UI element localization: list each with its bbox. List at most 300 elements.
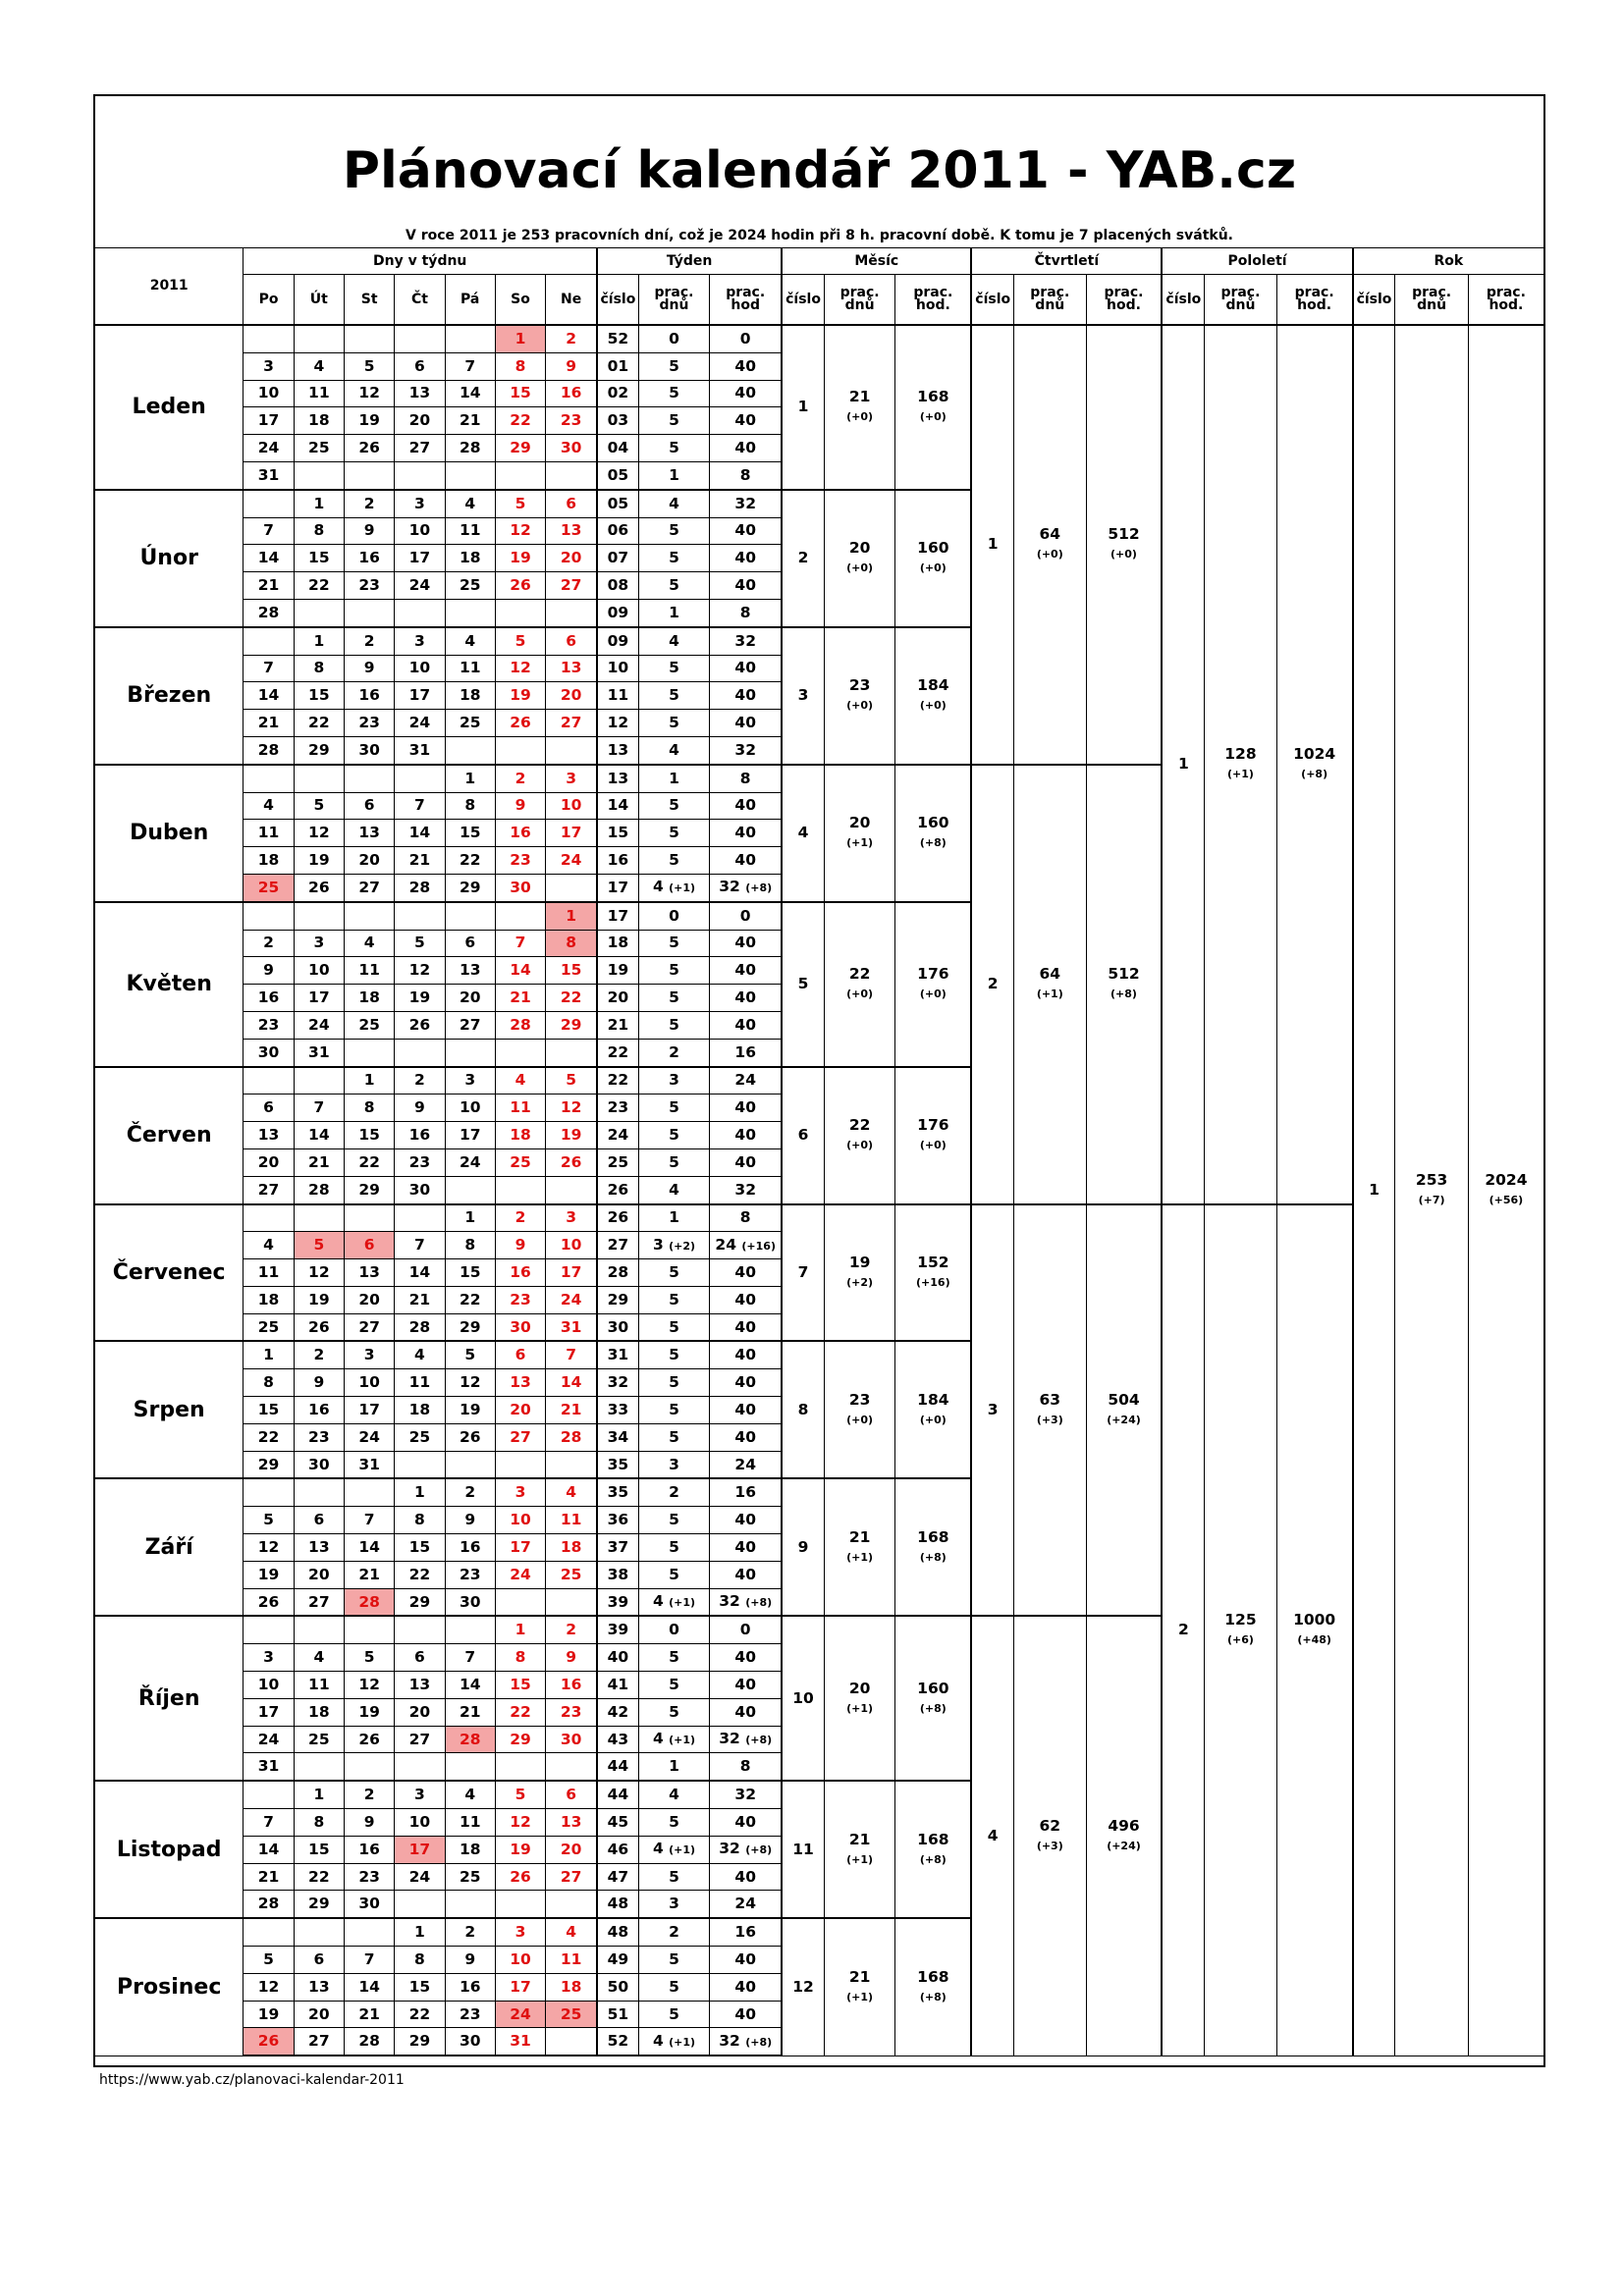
week-workdays bbox=[638, 1122, 709, 1149]
week-workdays bbox=[638, 765, 709, 792]
month-hours-value: 176 bbox=[917, 1116, 949, 1134]
month-workdays bbox=[824, 902, 894, 1067]
day-cell: 4 bbox=[495, 1067, 545, 1095]
day-cell: 16 bbox=[344, 682, 394, 710]
day-cell: 31 bbox=[244, 461, 294, 489]
day-cell: 12 bbox=[294, 820, 344, 847]
week-workdays bbox=[638, 1588, 709, 1616]
day-cell: 5 bbox=[395, 930, 445, 957]
day-cell: 11 bbox=[294, 1672, 344, 1699]
day-cell bbox=[445, 461, 495, 489]
day-cell bbox=[294, 325, 344, 352]
week-hours bbox=[710, 352, 782, 380]
month-name: Duben bbox=[94, 765, 244, 902]
week-hours-value: 40 bbox=[734, 1152, 756, 1171]
week-hours-value: 32 bbox=[719, 878, 740, 896]
week-hours bbox=[710, 1369, 782, 1397]
day-cell bbox=[294, 1478, 344, 1506]
week-workdays bbox=[638, 490, 709, 517]
day-cell: 23 bbox=[344, 572, 394, 600]
day-cell: 22 bbox=[546, 985, 597, 1012]
quarter-hours-diff: (+24) bbox=[1107, 1413, 1141, 1426]
day-cell bbox=[395, 1204, 445, 1232]
weekday-header: St bbox=[344, 275, 394, 326]
month-hours-value: 168 bbox=[917, 388, 949, 406]
week-hours bbox=[710, 545, 782, 572]
day-cell: 12 bbox=[546, 1095, 597, 1122]
day-cell: 26 bbox=[495, 710, 545, 737]
day-cell bbox=[445, 736, 495, 764]
week-workdays bbox=[638, 710, 709, 737]
month-workdays-value: 23 bbox=[848, 1390, 871, 1409]
day-cell: 9 bbox=[546, 352, 597, 380]
week-workdays-value: 5 bbox=[669, 1949, 679, 1968]
week-hours bbox=[710, 1232, 782, 1259]
day-cell: 10 bbox=[395, 517, 445, 545]
week-number: 33 bbox=[597, 1397, 638, 1424]
week-workdays bbox=[638, 1232, 709, 1259]
day-cell: 29 bbox=[395, 2028, 445, 2056]
day-cell: 12 bbox=[445, 1369, 495, 1397]
week-workdays-value: 0 bbox=[669, 1621, 679, 1639]
week-number: 51 bbox=[597, 2001, 638, 2028]
half-number: 1 bbox=[1162, 325, 1204, 1204]
year-group-header: Rok bbox=[1353, 248, 1544, 275]
quarter-number: 4 bbox=[971, 1616, 1013, 2056]
week-number: 02 bbox=[597, 380, 638, 407]
week-hours-value: 40 bbox=[734, 714, 756, 732]
week-workdays-value: 1 bbox=[669, 1757, 679, 1776]
month-hours bbox=[895, 1616, 971, 1781]
week-number: 37 bbox=[597, 1534, 638, 1562]
day-cell: 15 bbox=[294, 1836, 344, 1863]
day-cell: 21 bbox=[344, 2001, 394, 2028]
month-number: 4 bbox=[782, 765, 824, 902]
month-number: 5 bbox=[782, 902, 824, 1067]
week-hours bbox=[710, 820, 782, 847]
day-cell: 7 bbox=[244, 1809, 294, 1837]
weekday-header: Čt bbox=[395, 275, 445, 326]
week-workdays bbox=[638, 572, 709, 600]
week-workdays bbox=[638, 380, 709, 407]
week-hours bbox=[710, 1947, 782, 1974]
day-cell: 16 bbox=[495, 1259, 545, 1287]
day-cell: 10 bbox=[244, 380, 294, 407]
week-workdays-value: 4 bbox=[652, 1730, 664, 1748]
month-workdays-diff: (+1) bbox=[846, 1701, 874, 1715]
day-cell: 29 bbox=[395, 1588, 445, 1616]
footer-url[interactable]: https://www.yab.cz/planovaci-kalendar-2011 bbox=[99, 2072, 405, 2088]
week-hours-value: 16 bbox=[734, 1923, 756, 1942]
day-cell: 29 bbox=[294, 736, 344, 764]
week-hours bbox=[710, 1176, 782, 1203]
week-workdays-value: 5 bbox=[669, 659, 679, 677]
week-hours bbox=[710, 1726, 782, 1753]
week-hours bbox=[710, 599, 782, 626]
day-cell bbox=[294, 902, 344, 930]
day-cell: 2 bbox=[395, 1067, 445, 1095]
day-cell: 15 bbox=[294, 682, 344, 710]
day-cell bbox=[344, 1478, 394, 1506]
day-cell: 9 bbox=[244, 957, 294, 985]
month-hours-value: 184 bbox=[917, 676, 949, 695]
month-workdays-value: 23 bbox=[848, 676, 871, 695]
month-number: 12 bbox=[782, 1918, 824, 2056]
week-workdays bbox=[638, 1947, 709, 1974]
week-workdays-value: 3 bbox=[669, 1455, 679, 1473]
day-cell: 18 bbox=[395, 1397, 445, 1424]
day-cell bbox=[445, 902, 495, 930]
quarter-hours bbox=[1086, 1616, 1162, 2056]
day-cell: 13 bbox=[344, 1259, 394, 1287]
day-cell: 27 bbox=[344, 874, 394, 901]
day-cell: 3 bbox=[495, 1918, 545, 1946]
day-cell: 27 bbox=[294, 1588, 344, 1616]
day-cell: 30 bbox=[344, 1891, 394, 1918]
week-workdays bbox=[638, 847, 709, 875]
day-cell: 7 bbox=[445, 352, 495, 380]
day-cell: 25 bbox=[344, 1011, 394, 1039]
day-cell: 9 bbox=[445, 1947, 495, 1974]
day-cell: 29 bbox=[294, 1891, 344, 1918]
week-hours bbox=[710, 1863, 782, 1891]
week-workdays-value: 5 bbox=[669, 686, 679, 705]
month-hours bbox=[895, 325, 971, 490]
month-hours-value: 176 bbox=[917, 965, 949, 984]
week-number: 13 bbox=[597, 736, 638, 764]
quarter-workdays bbox=[1014, 325, 1086, 765]
week-number: 42 bbox=[597, 1698, 638, 1726]
day-cell: 13 bbox=[546, 517, 597, 545]
week-workdays-value: 4 bbox=[652, 1840, 664, 1858]
month-hours-diff: (+8) bbox=[919, 1990, 947, 2003]
day-cell: 21 bbox=[244, 572, 294, 600]
day-cell bbox=[395, 1451, 445, 1478]
day-cell: 5 bbox=[344, 352, 394, 380]
day-cell: 15 bbox=[495, 380, 545, 407]
quarter-hours bbox=[1086, 325, 1162, 765]
week-hours-header: prac. hod bbox=[710, 275, 782, 326]
month-workdays-value: 21 bbox=[848, 1830, 871, 1848]
month-workdays-value: 21 bbox=[848, 388, 871, 406]
day-cell: 28 bbox=[244, 736, 294, 764]
month-number: 8 bbox=[782, 1341, 824, 1478]
day-cell: 8 bbox=[495, 352, 545, 380]
day-cell bbox=[546, 2028, 597, 2056]
day-cell: 14 bbox=[244, 1836, 294, 1863]
day-cell: 20 bbox=[395, 1698, 445, 1726]
day-cell bbox=[244, 765, 294, 792]
week-number: 45 bbox=[597, 1809, 638, 1837]
day-cell: 22 bbox=[495, 1698, 545, 1726]
week-workdays bbox=[638, 1341, 709, 1368]
day-cell bbox=[495, 1176, 545, 1203]
week-hours-diff: (+8) bbox=[745, 1596, 773, 1610]
day-cell: 7 bbox=[395, 1232, 445, 1259]
week-number: 43 bbox=[597, 1726, 638, 1753]
week-hours bbox=[710, 874, 782, 901]
month-workdays-value: 21 bbox=[848, 1967, 871, 1986]
week-hours bbox=[710, 1698, 782, 1726]
day-cell: 5 bbox=[495, 627, 545, 655]
month-workdays bbox=[824, 627, 894, 765]
week-hours-value: 40 bbox=[734, 686, 756, 705]
day-cell bbox=[294, 1204, 344, 1232]
week-hours bbox=[710, 710, 782, 737]
quarter-group-header: Čtvrtletí bbox=[971, 248, 1162, 275]
day-cell: 28 bbox=[445, 435, 495, 462]
week-hours-value: 40 bbox=[734, 411, 756, 430]
day-cell: 19 bbox=[395, 985, 445, 1012]
day-cell bbox=[244, 1918, 294, 1946]
week-workdays-diff: (+1) bbox=[669, 1596, 696, 1610]
quarter-workdays-diff: (+0) bbox=[1036, 548, 1063, 561]
week-workdays bbox=[638, 1698, 709, 1726]
day-cell: 29 bbox=[244, 1451, 294, 1478]
day-cell bbox=[244, 1067, 294, 1095]
week-hours bbox=[710, 1313, 782, 1341]
week-workdays bbox=[638, 1781, 709, 1808]
quarter-days-header: prac. dnů bbox=[1014, 275, 1086, 326]
day-cell: 21 bbox=[546, 1397, 597, 1424]
week-hours-value: 40 bbox=[734, 851, 756, 870]
day-cell: 4 bbox=[445, 490, 495, 517]
day-cell: 14 bbox=[395, 1259, 445, 1287]
day-cell: 2 bbox=[344, 490, 394, 517]
day-cell: 23 bbox=[546, 1698, 597, 1726]
week-hours-value: 40 bbox=[734, 1098, 756, 1117]
day-cell: 12 bbox=[294, 1259, 344, 1287]
day-cell: 12 bbox=[395, 957, 445, 985]
day-cell: 9 bbox=[495, 792, 545, 820]
year-header: 2011 bbox=[94, 248, 244, 326]
day-cell: 26 bbox=[244, 1588, 294, 1616]
month-workdays bbox=[824, 1204, 894, 1342]
quarter-hours-value: 512 bbox=[1108, 525, 1140, 544]
quarter-hours-diff: (+8) bbox=[1110, 988, 1137, 1001]
day-cell bbox=[344, 1753, 394, 1781]
week-workdays bbox=[638, 1011, 709, 1039]
day-cell: 19 bbox=[244, 2001, 294, 2028]
day-cell: 19 bbox=[344, 1698, 394, 1726]
day-cell: 12 bbox=[244, 1973, 294, 2001]
day-cell: 20 bbox=[344, 1286, 394, 1313]
week-workdays bbox=[638, 1095, 709, 1122]
week-hours bbox=[710, 1397, 782, 1424]
day-cell: 13 bbox=[546, 1809, 597, 1837]
day-cell: 5 bbox=[294, 792, 344, 820]
week-number: 16 bbox=[597, 847, 638, 875]
day-cell bbox=[244, 902, 294, 930]
month-workdays bbox=[824, 1918, 894, 2056]
week-hours bbox=[710, 627, 782, 655]
month-number: 11 bbox=[782, 1781, 824, 1918]
day-cell: 23 bbox=[445, 2001, 495, 2028]
week-workdays-value: 1 bbox=[669, 769, 679, 787]
day-cell: 25 bbox=[495, 1148, 545, 1176]
month-name: Květen bbox=[94, 902, 244, 1067]
week-hours-value: 40 bbox=[734, 1565, 756, 1583]
month-hours-diff: (+0) bbox=[919, 988, 947, 1001]
day-cell: 28 bbox=[495, 1011, 545, 1039]
day-cell: 19 bbox=[294, 847, 344, 875]
day-cell: 27 bbox=[395, 435, 445, 462]
half-hours bbox=[1276, 325, 1352, 1204]
day-cell: 30 bbox=[294, 1451, 344, 1478]
month-number: 9 bbox=[782, 1478, 824, 1616]
year-days-header: prac. dnů bbox=[1395, 275, 1468, 326]
day-cell bbox=[395, 461, 445, 489]
day-cell: 29 bbox=[445, 874, 495, 901]
day-cell: 2 bbox=[546, 325, 597, 352]
month-hours bbox=[895, 627, 971, 765]
week-workdays bbox=[638, 1891, 709, 1918]
week-workdays bbox=[638, 325, 709, 352]
day-cell: 3 bbox=[395, 1781, 445, 1808]
week-hours-value: 32 bbox=[719, 1840, 740, 1858]
month-workdays bbox=[824, 765, 894, 902]
quarter-number: 2 bbox=[971, 765, 1013, 1204]
day-cell: 25 bbox=[445, 710, 495, 737]
day-cell: 24 bbox=[294, 1011, 344, 1039]
day-cell: 25 bbox=[445, 572, 495, 600]
week-hours-diff: (+16) bbox=[741, 1239, 776, 1253]
day-cell: 9 bbox=[395, 1095, 445, 1122]
day-cell bbox=[546, 1451, 597, 1478]
week-workdays-value: 5 bbox=[669, 1346, 679, 1364]
holiday-day-cell: 25 bbox=[244, 874, 294, 901]
quarter-number: 1 bbox=[971, 325, 1013, 765]
day-cell: 7 bbox=[294, 1095, 344, 1122]
day-cell: 24 bbox=[495, 1561, 545, 1588]
week-workdays-value: 5 bbox=[669, 1812, 679, 1831]
day-cell bbox=[445, 1039, 495, 1066]
week-workdays-value: 5 bbox=[669, 1015, 679, 1034]
day-cell bbox=[344, 1039, 394, 1066]
week-days-header: prac. dnů bbox=[638, 275, 709, 326]
day-cell: 10 bbox=[244, 1672, 294, 1699]
week-number: 17 bbox=[597, 902, 638, 930]
week-number: 41 bbox=[597, 1672, 638, 1699]
week-workdays bbox=[638, 1176, 709, 1203]
week-workdays bbox=[638, 1534, 709, 1562]
day-cell: 15 bbox=[344, 1122, 394, 1149]
week-workdays-value: 5 bbox=[669, 576, 679, 595]
week-number: 34 bbox=[597, 1423, 638, 1451]
week-workdays-value: 5 bbox=[669, 1675, 679, 1693]
week-hours-value: 40 bbox=[734, 1675, 756, 1693]
day-cell bbox=[495, 1451, 545, 1478]
week-hours bbox=[710, 930, 782, 957]
day-cell: 20 bbox=[495, 1397, 545, 1424]
day-cell bbox=[445, 1616, 495, 1643]
day-cell: 23 bbox=[495, 1286, 545, 1313]
week-workdays-value: 5 bbox=[669, 1427, 679, 1446]
day-cell: 16 bbox=[344, 545, 394, 572]
week-workdays bbox=[638, 1809, 709, 1837]
week-hours bbox=[710, 517, 782, 545]
day-cell: 14 bbox=[546, 1369, 597, 1397]
week-hours-value: 40 bbox=[734, 961, 756, 980]
quarter-workdays-diff: (+1) bbox=[1036, 988, 1063, 1001]
day-cell: 7 bbox=[344, 1507, 394, 1534]
month-workdays-diff: (+1) bbox=[846, 836, 874, 850]
week-workdays-value: 5 bbox=[669, 714, 679, 732]
day-cell: 10 bbox=[546, 792, 597, 820]
week-hours-value: 32 bbox=[719, 2031, 740, 2050]
day-cell bbox=[244, 490, 294, 517]
month-workdays bbox=[824, 1616, 894, 1781]
day-cell: 3 bbox=[495, 1478, 545, 1506]
holiday-day-cell: 5 bbox=[294, 1232, 344, 1259]
week-hours bbox=[710, 572, 782, 600]
week-workdays-diff: (+1) bbox=[669, 881, 696, 895]
week-hours-value: 8 bbox=[739, 1208, 751, 1227]
day-cell: 24 bbox=[395, 1863, 445, 1891]
day-cell: 11 bbox=[445, 517, 495, 545]
week-hours-value: 8 bbox=[739, 603, 751, 621]
day-cell bbox=[395, 325, 445, 352]
day-cell: 18 bbox=[244, 1286, 294, 1313]
day-cell bbox=[445, 599, 495, 626]
day-cell bbox=[344, 325, 394, 352]
week-workdays-value: 2 bbox=[669, 1483, 679, 1502]
week-hours bbox=[710, 1534, 782, 1562]
week-workdays-value: 1 bbox=[669, 1208, 679, 1227]
day-cell: 28 bbox=[546, 1423, 597, 1451]
day-cell: 4 bbox=[445, 1781, 495, 1808]
day-cell bbox=[395, 599, 445, 626]
month-number: 3 bbox=[782, 627, 824, 765]
quarter-num-header: číslo bbox=[971, 275, 1013, 326]
day-cell: 12 bbox=[344, 1672, 394, 1699]
week-hours bbox=[710, 736, 782, 764]
week-workdays bbox=[638, 792, 709, 820]
day-cell: 8 bbox=[395, 1507, 445, 1534]
week-workdays bbox=[638, 655, 709, 682]
week-number: 05 bbox=[597, 490, 638, 517]
day-cell: 24 bbox=[244, 435, 294, 462]
day-cell: 29 bbox=[495, 435, 545, 462]
week-hours bbox=[710, 461, 782, 489]
day-cell: 25 bbox=[445, 1863, 495, 1891]
week-hours-value: 40 bbox=[734, 1290, 756, 1308]
week-hours-value: 40 bbox=[734, 659, 756, 677]
month-number: 1 bbox=[782, 325, 824, 490]
week-workdays-value: 4 bbox=[669, 740, 679, 759]
year-hours-header: prac. hod. bbox=[1468, 275, 1544, 326]
week-hours bbox=[710, 1507, 782, 1534]
quarter-hours-value: 504 bbox=[1108, 1390, 1140, 1409]
day-cell: 19 bbox=[495, 545, 545, 572]
week-hours-value: 24 bbox=[734, 1895, 756, 1913]
day-cell bbox=[445, 1451, 495, 1478]
half-hours-header: prac. hod. bbox=[1276, 275, 1352, 326]
day-cell bbox=[546, 1176, 597, 1203]
week-workdays bbox=[638, 599, 709, 626]
year-number: 1 bbox=[1353, 325, 1395, 2056]
day-cell: 11 bbox=[546, 1507, 597, 1534]
week-hours bbox=[710, 1341, 782, 1368]
day-cell: 12 bbox=[495, 1809, 545, 1837]
week-hours-value: 40 bbox=[734, 1648, 756, 1667]
week-hours bbox=[710, 1011, 782, 1039]
day-cell: 17 bbox=[294, 985, 344, 1012]
week-hours bbox=[710, 1561, 782, 1588]
quarter-hours-diff: (+24) bbox=[1107, 1840, 1141, 1853]
week-hours-value: 40 bbox=[734, 1812, 756, 1831]
half-num-header: číslo bbox=[1162, 275, 1204, 326]
